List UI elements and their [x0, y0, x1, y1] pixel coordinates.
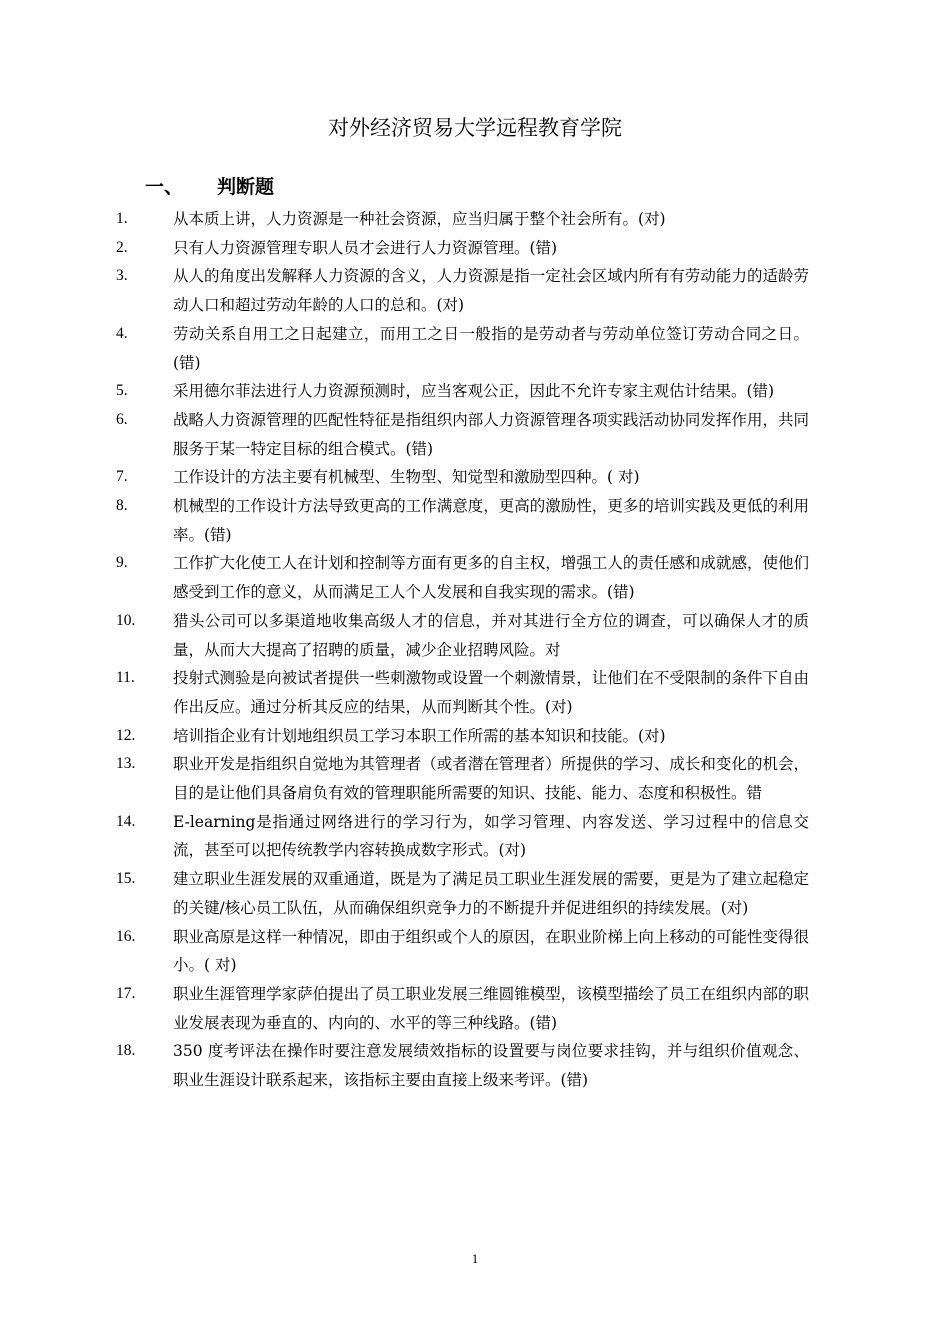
section-number: 一、: [145, 176, 184, 198]
list-item: [0, 923, 950, 980]
list-item: [0, 722, 950, 751]
list-item: [0, 463, 950, 492]
list-item: [0, 492, 950, 549]
item-text: 劳动关系自用工之日起建立，而用工之日一般指的是劳动者与劳动单位签订劳动合同之日。(错): [173, 324, 809, 372]
item-number: 14.: [116, 812, 136, 830]
item-number: 4.: [116, 324, 128, 342]
document-title: 对外经济贸易大学远程教育学院: [328, 116, 622, 140]
item-number: 15.: [116, 870, 136, 888]
item-text: 猎头公司可以多渠道地收集高级人才的信息，并对其进行全方位的调查，可以确保人才的质量，从而大大提高了招聘的质量，减少企业招聘风险。对: [173, 611, 809, 659]
list-item: [0, 1037, 950, 1094]
item-number: 6.: [116, 410, 128, 428]
item-number: 9.: [116, 554, 128, 572]
section-heading: [145, 173, 274, 201]
item-text: 职业高原是这样一种情况，即由于组织或个人的原因，在职业阶梯上向上移动的可能性变得很小。( 对): [173, 927, 809, 975]
item-text: 培训指企业有计划地组织员工学习本职工作所需的基本知识和技能。(对): [173, 726, 666, 745]
list-item: [0, 262, 950, 319]
item-text: 投射式测验是向被试者提供一些刺激物或设置一个刺激情景，让他们在不受限制的条件下自由作出反应。通过分析其反应的结果，从而判断其个性。(对): [173, 669, 809, 716]
item-number: 16.: [116, 927, 136, 945]
item-text: 350 度考评法在操作时要注意发展绩效指标的设置要与岗位要求挂钩，并与组织价值观念、职业生涯设计联系起来，该指标主要由直接上级来考评。(错): [173, 1042, 809, 1090]
list-item: [0, 980, 950, 1037]
list-item: [0, 607, 950, 664]
list-item: [0, 664, 950, 721]
item-number: 10.: [116, 611, 136, 629]
section-title: 判断题: [217, 176, 275, 198]
page-number: 1: [471, 1251, 479, 1266]
item-number: 5.: [116, 382, 128, 400]
list-item: [0, 205, 950, 234]
item-text: 机械型的工作设计方法导致更高的工作满意度，更高的激励性，更多的培训实践及更低的利用率。(错): [173, 497, 809, 544]
item-number: 7.: [116, 468, 128, 486]
item-text: 工作扩大化使工人在计划和控制等方面有更多的自主权，增强工人的责任感和成就感，使他们感受到工作的意义，从而满足工人个人发展和自我实现的需求。(错): [173, 554, 809, 602]
list-item: [0, 320, 950, 377]
item-text: 职业生涯管理学家萨伯提出了员工职业发展三维圆锥模型，该模型描绘了员工在组织内部的职业发展表现为垂直的、内向的、水平的等三种线路。(错): [173, 984, 809, 1032]
list-item: [0, 750, 950, 807]
list-item: [0, 549, 950, 606]
list-item: [0, 865, 950, 922]
item-text: E-learning是指通过网络进行的学习行为，如学习管理、内容发送、学习过程中的信息交流，甚至可以把传统教学内容转换成数字形式。(对): [173, 812, 809, 860]
item-number: 8.: [116, 497, 128, 515]
item-number: 13.: [116, 755, 136, 773]
item-number: 18.: [116, 1042, 136, 1060]
list-item: [0, 808, 950, 865]
item-text: 战略人力资源管理的匹配性特征是指组织内部人力资源管理各项实践活动协同发挥作用，共同服务于某一特定目标的组合模式。(错): [173, 410, 809, 458]
item-text: 职业开发是指组织自觉地为其管理者（或者潜在管理者）所提供的学习、成长和变化的机会，目的是让他们具备肩负有效的管理职能所需要的知识、技能、能力、态度和积极性。错: [173, 755, 809, 803]
item-number: 17.: [116, 984, 136, 1002]
item-text: 从人的角度出发解释人力资源的含义，人力资源是指一定社会区域内所有有劳动能力的适龄劳动人口和超过劳动年龄的人口的总和。(对): [173, 267, 809, 315]
item-number: 12.: [116, 726, 136, 744]
list-item: [0, 234, 950, 263]
item-number: 1.: [116, 210, 128, 227]
item-number: 3.: [116, 267, 128, 285]
item-text: 只有人力资源管理专职人员才会进行人力资源管理。(错): [173, 238, 558, 257]
item-text: 工作设计的方法主要有机械型、生物型、知觉型和激励型四种。( 对): [173, 468, 640, 487]
question-list: [0, 205, 950, 1095]
item-number: 11.: [116, 669, 135, 687]
list-item: [0, 377, 950, 406]
item-number: 2.: [116, 238, 128, 256]
item-text: 采用德尔菲法进行人力资源预测时，应当客观公正，因此不允许专家主观估计结果。(错): [173, 382, 775, 401]
list-item: [0, 406, 950, 463]
item-text: 从本质上讲，人力资源是一种社会资源，应当归属于整个社会所有。(对): [173, 210, 666, 228]
item-text: 建立职业生涯发展的双重通道，既是为了满足员工职业生涯发展的需要，更是为了建立起稳定的关键/核心员工队伍，从而确保组织竞争力的不断提升并促进组织的持续发展。(对): [173, 870, 809, 917]
